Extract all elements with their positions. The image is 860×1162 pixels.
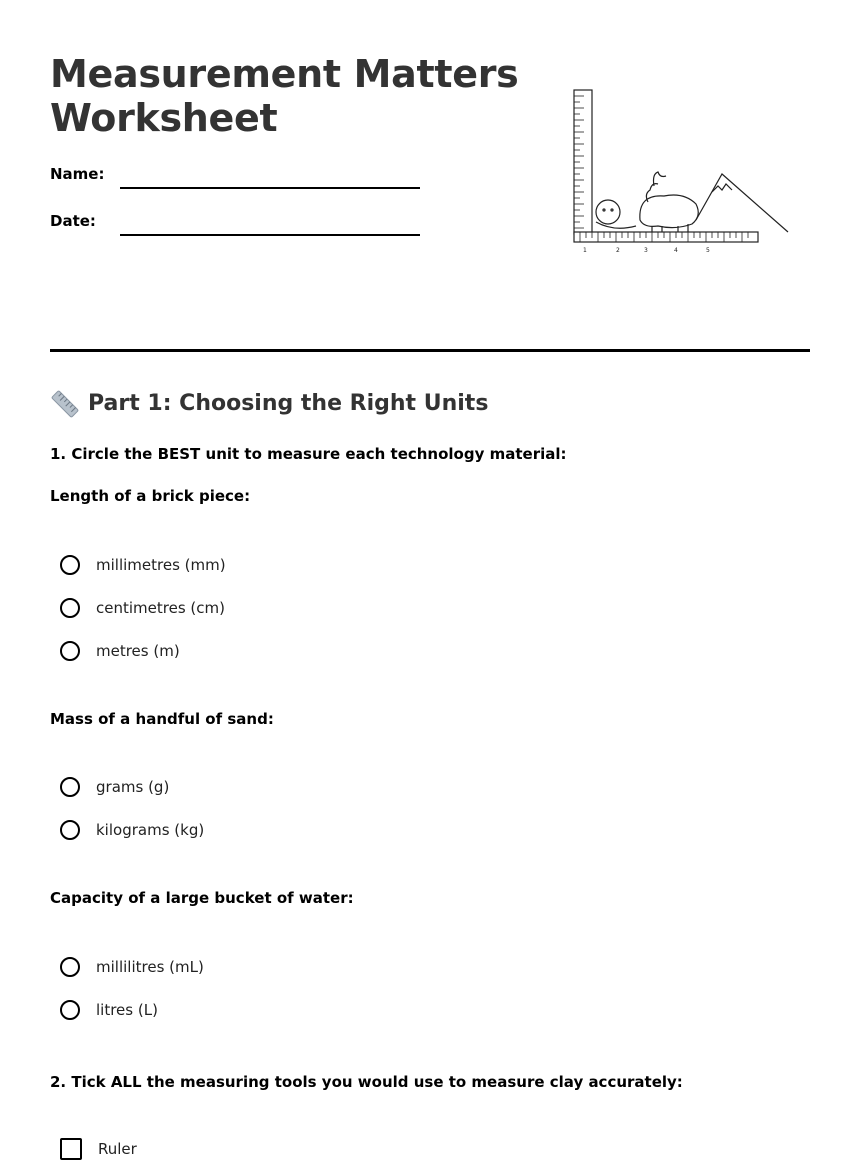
subquestion-label: Capacity of a large bucket of water:	[50, 889, 354, 907]
title-line-1: Measurement Matters	[50, 52, 519, 96]
part-1-title: Part 1: Choosing the Right Units	[88, 391, 489, 416]
option-label: centimetres (cm)	[96, 599, 225, 617]
radio-circle[interactable]	[60, 777, 80, 797]
ruler-number: 5	[706, 247, 710, 254]
question-1-prompt: 1. Circle the BEST unit to measure each technology material:	[50, 445, 567, 463]
option-label: Ruler	[98, 1140, 137, 1158]
radio-option[interactable]	[60, 954, 204, 980]
radio-option[interactable]	[60, 774, 169, 800]
option-label: grams (g)	[96, 778, 170, 796]
radio-option[interactable]	[60, 552, 226, 578]
checkbox-option[interactable]	[60, 1136, 137, 1162]
radio-circle[interactable]	[60, 957, 80, 977]
ruler-icon	[50, 389, 80, 419]
radio-circle[interactable]	[60, 555, 80, 575]
radio-option[interactable]	[60, 817, 204, 843]
option-label: kilograms (kg)	[96, 821, 205, 839]
subquestion-label: Length of a brick piece:	[50, 487, 251, 505]
radio-circle[interactable]	[60, 641, 80, 661]
option-label: litres (L)	[96, 1001, 158, 1019]
ruler-number: 4	[674, 247, 678, 254]
part-1-heading	[50, 388, 488, 420]
radio-circle[interactable]	[60, 820, 80, 840]
option-label: metres (m)	[96, 642, 180, 660]
radio-circle[interactable]	[60, 598, 80, 618]
name-label: Name:	[50, 165, 105, 183]
option-label: millimetres (mm)	[96, 556, 226, 574]
ruler-number: 3	[644, 247, 648, 254]
ruler-number: 2	[616, 247, 620, 254]
ruler-with-objects-illustration	[566, 86, 792, 258]
title-line-2: Worksheet	[50, 96, 278, 140]
question-2-prompt: 2. Tick ALL the measuring tools you would use to measure clay accurately:	[50, 1073, 683, 1091]
radio-option[interactable]	[60, 997, 158, 1023]
option-label: millilitres (mL)	[96, 958, 204, 976]
radio-option[interactable]	[60, 595, 225, 621]
radio-circle[interactable]	[60, 1000, 80, 1020]
section-divider	[50, 349, 810, 352]
ruler-number: 1	[583, 247, 587, 254]
date-field[interactable]	[120, 234, 420, 236]
radio-option[interactable]	[60, 638, 180, 664]
checkbox[interactable]	[60, 1138, 82, 1160]
subquestion-label: Mass of a handful of sand:	[50, 710, 274, 728]
name-field[interactable]	[120, 187, 420, 189]
date-label: Date:	[50, 212, 96, 230]
worksheet-title	[50, 52, 518, 140]
